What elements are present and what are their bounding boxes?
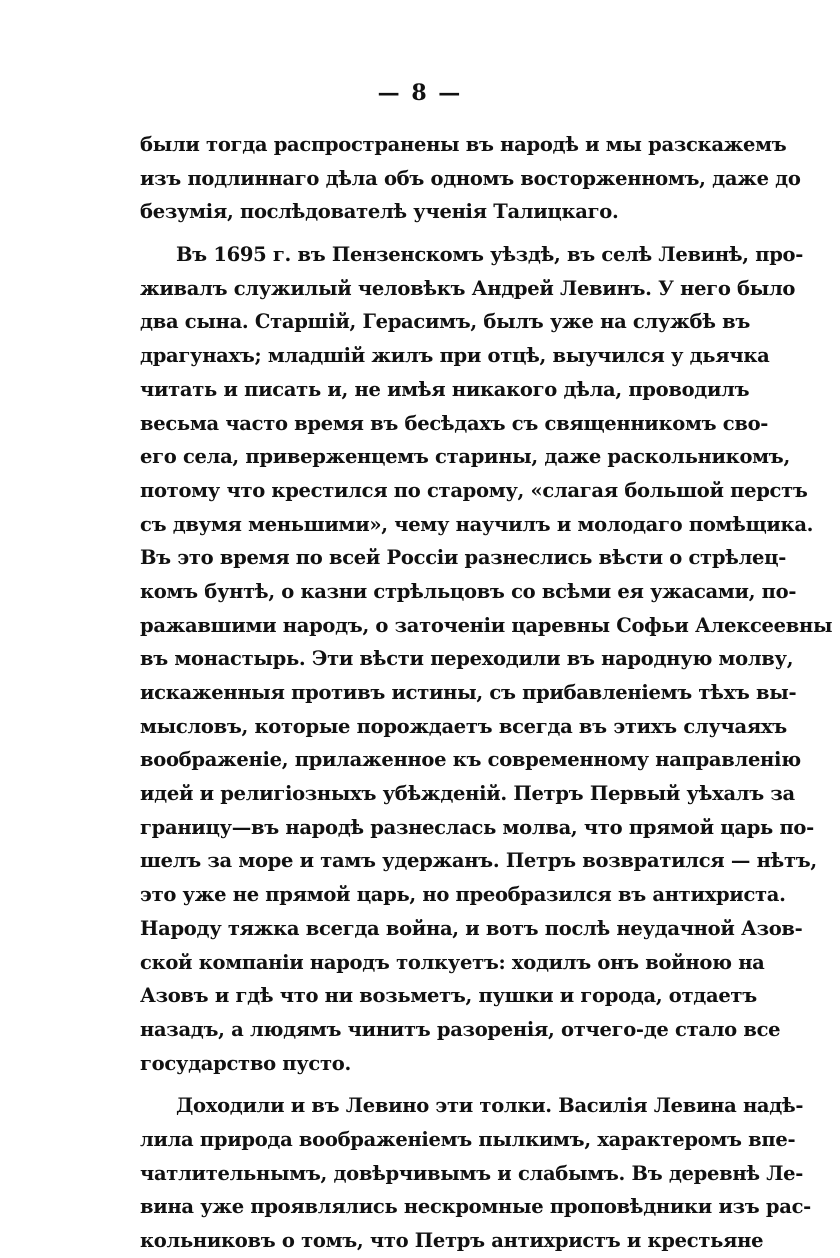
text-line: мысловъ, которые порождаетъ всегда въ этихъ случаяхъ xyxy=(140,714,787,738)
text-line: идей и религіозныхъ убѣжденій. Петръ Первый уѣхалъ за xyxy=(140,782,795,806)
text-line: назадъ, а людямъ чинитъ разоренія, отчего-де стало все xyxy=(140,1017,781,1041)
text-line: потому что крестился по старому, «слагая большой перстъ xyxy=(140,478,808,502)
text-line: шелъ за море и тамъ удержанъ. Петръ возвратился — нѣтъ, xyxy=(140,849,817,873)
paragraph xyxy=(140,1089,811,1257)
text-line: его села, приверженцемъ старины, даже раскольникомъ, xyxy=(140,445,790,469)
text-line: вина уже проявлялись нескромные проповѣдники изъ рас- xyxy=(140,1195,811,1219)
text-line: съ двумя меньшими», чему научилъ и молодаго помѣщика. xyxy=(140,512,814,536)
text-line: ражавшими народъ, о заточеніи царевны Софьи Алексеевны xyxy=(140,613,833,637)
text-line: кольниковъ о томъ, что Петръ антихристъ и крестьяне xyxy=(140,1229,764,1252)
text-line: весьма часто время въ бесѣдахъ съ священникомъ сво- xyxy=(140,411,769,435)
text-line: читать и писать и, не имѣя никакого дѣла, проводилъ xyxy=(140,377,750,401)
text-line: Азовъ и гдѣ что ни возьметъ, пушки и города, отдаетъ xyxy=(140,984,757,1008)
text-line: Народу тяжка всегда война, и вотъ послѣ неудачной Азов- xyxy=(140,916,803,940)
text-line: государство пусто. xyxy=(140,1051,351,1075)
text-line: были тогда распространены въ народѣ и мы разскажемъ xyxy=(140,133,787,156)
text-line: комъ бунтѣ, о казни стрѣльцовъ со всѣми ея ужасами, по- xyxy=(140,579,797,603)
text-line: воображеніе, прилаженное къ современному направленію xyxy=(140,748,801,772)
text-line: Доходили и въ Левино эти толки. Василія Левина надѣ- xyxy=(176,1094,804,1118)
text-line: живалъ служилый человѣкъ Андрей Левинъ. У него было xyxy=(140,276,796,300)
text-line: это уже не прямой царь, но преобразился въ антихриста. xyxy=(140,883,786,907)
text-line: въ монастырь. Эти вѣсти переходили въ народную молву, xyxy=(140,647,794,671)
text-line: два сына. Старшій, Герасимъ, былъ уже на службѣ въ xyxy=(140,310,751,334)
text-line: безумія, послѣдователѣ ученія Талицкаго. xyxy=(140,200,619,224)
body-text xyxy=(140,128,833,1258)
paragraph-gap xyxy=(140,229,712,238)
text-line: драгунахъ; младшій жилъ при отцѣ, выучился у дьячка xyxy=(140,344,770,368)
text-line: чатлительнымъ, довѣрчивымъ и слабымъ. Въ деревнѣ Ле- xyxy=(140,1161,804,1185)
text-line: искаженныя противъ истины, съ прибавленіемъ тѣхъ вы- xyxy=(140,681,797,704)
paragraph xyxy=(140,238,833,1080)
paragraph-gap xyxy=(140,1080,712,1089)
text-line: лила природа воображеніемъ пылкимъ, характеромъ впе- xyxy=(140,1127,796,1151)
text-line: границу—въ народѣ разнеслась молва, что прямой царь по- xyxy=(140,815,814,839)
page-number: — 8 — xyxy=(377,80,463,106)
text-line: Въ 1695 г. въ Пензенскомъ уѣздѣ, въ селѣ Левинѣ, про- xyxy=(176,243,804,267)
text-line: ской компаніи народъ толкуетъ: ходилъ онъ войною на xyxy=(140,950,765,974)
text-line: изъ подлиннаго дѣла объ одномъ восторженномъ, даже до xyxy=(140,166,801,190)
text-line: Въ это время по всей Россіи разнеслись вѣсти о стрѣлец- xyxy=(140,546,787,570)
paragraph xyxy=(140,128,801,229)
